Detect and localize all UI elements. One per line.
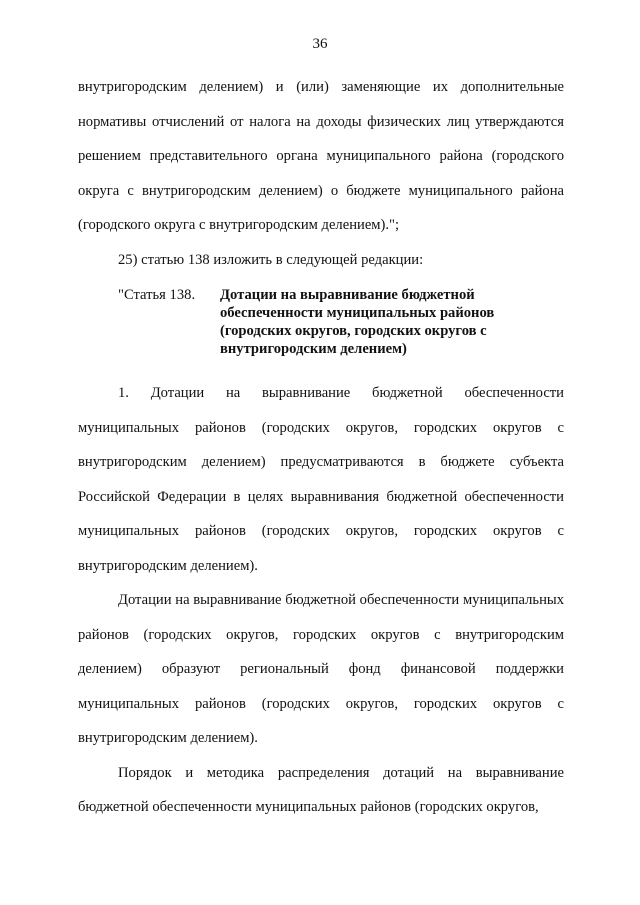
paragraph-amendment-item: 25) статью 138 изложить в следующей редакции: [118, 251, 424, 268]
article-heading [78, 277, 564, 358]
paragraph-regional-fund: Дотации на выравнивание бюджетной обеспеченности муниципальных районов (городских округов, городских округов с внутригородским делением) образуют региональный фонд финансовой поддержки муниципальных районов (городских округов, городских округов с внутригородским делением). [78, 592, 564, 746]
page-number: 36 [312, 36, 328, 52]
article-title: Дотации на выравнивание бюджетной обеспеченности муниципальных районов (городских округов, городских округов с внутригородским делением) [220, 287, 495, 357]
article-label: "Статья 138. [118, 287, 196, 303]
document-body [78, 70, 564, 825]
paragraph-distribution-order: Порядок и методика распределения дотаций на выравнивание бюджетной обеспеченности муниципальных районов (городских округов, [78, 764, 564, 815]
paragraph-article-clause-1: 1. Дотации на выравнивание бюджетной обеспеченности муниципальных районов (городских округов, городских округов с внутригородским делением) предусматриваются в бюджете субъекта Российской Федерации в целях выравнивания бюджетной обеспеченности муниципальных районов (городских округов, городских округов с внутригородским делением). [78, 385, 564, 574]
paragraph-continuation: внутригородским делением) и (или) заменяющие их дополнительные нормативы отчислений от налога на доходы физических лиц утверждаются решением представительного органа муниципального района (городского округа с внутригородским делением) о бюджете муниципального района (городского округа с внутригородским делением)."; [78, 79, 564, 233]
